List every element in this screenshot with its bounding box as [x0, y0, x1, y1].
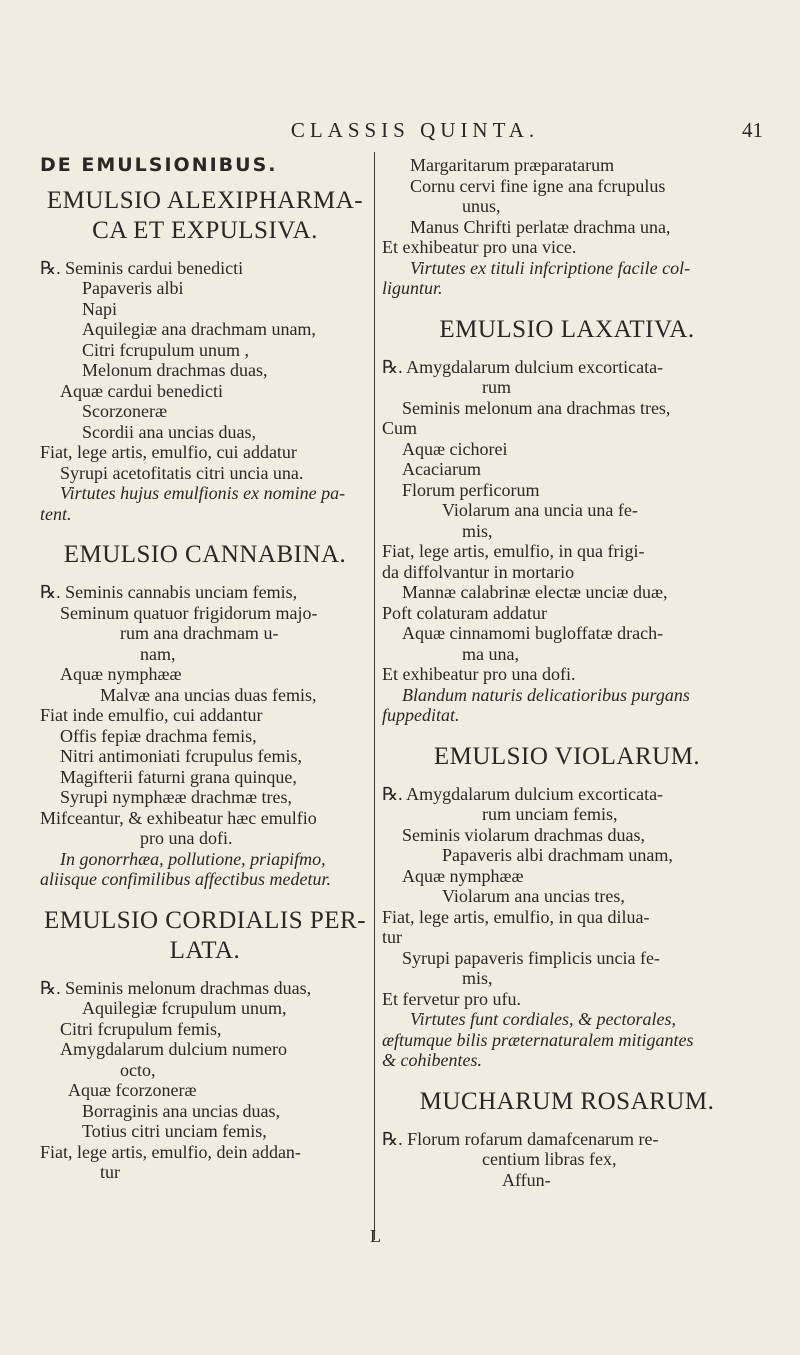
right-column: [382, 155, 752, 1196]
recipe-line: Acaciarum: [402, 459, 481, 479]
recipe-line: unus,: [462, 196, 501, 216]
recipe-line: centium libras fex,: [482, 1149, 617, 1169]
recipe-line: Melonum drachmas duas,: [82, 360, 268, 380]
recipe-line: ℞. Seminis cardui benedicti: [40, 257, 244, 278]
recipe-line: Aquæ cardui benedicti: [60, 380, 223, 401]
section-gap: [40, 890, 370, 896]
recipe-line: Malvæ ana uncias duas femis,: [100, 684, 317, 705]
chapter-title: DE EMULSIONIBUS.: [40, 154, 278, 176]
recipe-line: Et exhibeatur pro una vice.: [382, 237, 577, 257]
recipe-line: Affun-: [502, 1169, 551, 1190]
recipe-line: Aquilegiæ ana drachmam unam,: [82, 319, 316, 339]
recipe-line: ℞. Amygdalarum dulcium excorticata-: [382, 356, 664, 377]
section-title: EMULSIO CORDIALIS PER- LATA.: [43, 906, 367, 964]
signature-mark: L: [370, 1226, 381, 1246]
recipe-line: Borraginis ana uncias duas,: [82, 1100, 280, 1121]
recipe-line: nam,: [140, 643, 176, 664]
recipe-line: Seminum quatuor frigidorum majo-: [60, 602, 318, 623]
section-title: EMULSIO ALEXIPHARMA- CA ET EXPULSIVA.: [46, 186, 364, 244]
section-gap: [382, 1071, 752, 1077]
section-title: EMULSIO LAXATIVA.: [439, 315, 695, 343]
recipe-line: Manus Chrifti perlatæ drachma una,: [410, 216, 671, 237]
recipe-line: Citri fcrupulum femis,: [60, 1018, 222, 1039]
commentary-line: Virtutes funt cordiales, & pectorales,: [410, 1009, 676, 1029]
recipe-line: Aquæ cichorei: [402, 438, 508, 459]
recipe-line: Seminis violarum drachmas duas,: [402, 824, 645, 845]
recipe-line: Aquilegiæ fcrupulum unum,: [82, 998, 287, 1018]
recipe-line: rum ana drachmam u-: [120, 623, 279, 643]
recipe-line: Totius citri unciam femis,: [82, 1121, 267, 1141]
section-gap: [40, 524, 370, 530]
recipe-line: Scorzoneræ: [82, 401, 167, 421]
recipe-line: Papaveris albi: [82, 278, 184, 298]
commentary-line: Blandum naturis delicatioribus purgans: [402, 684, 690, 705]
commentary-line: & cohibentes.: [382, 1050, 482, 1070]
left-column: [40, 155, 370, 1189]
section-gap: [382, 299, 752, 305]
recipe-line: Napi: [82, 298, 117, 319]
section-title: EMULSIO VIOLARUM.: [433, 742, 701, 770]
recipe-line: da diffolvantur in mortario: [382, 561, 575, 582]
recipe-line: Fiat, lege artis, emulfio, in qua dilua-: [382, 906, 650, 927]
recipe-line: Syrupi acetofitatis citri uncia una.: [60, 462, 304, 483]
recipe-line: mis,: [462, 968, 493, 988]
recipe-line: pro una dofi.: [140, 828, 233, 848]
recipe-line: tur: [100, 1162, 120, 1182]
recipe-line: Syrupi papaveris fimplicis uncia fe-: [402, 947, 660, 968]
recipe-line: rum unciam femis,: [482, 804, 618, 824]
recipe-line: Aquæ fcorzoneræ: [68, 1080, 197, 1100]
recipe-line: Fiat inde emulfio, cui addantur: [40, 705, 263, 725]
recipe-line: Et fervetur pro ufu.: [382, 988, 521, 1009]
recipe-line: Syrupi nymphææ drachmæ tres,: [60, 787, 292, 807]
section-title: MUCHARUM ROSARUM.: [419, 1087, 715, 1115]
section-gap: [40, 1183, 370, 1189]
recipe-line: ℞. Amygdalarum dulcium excorticata-: [382, 783, 664, 804]
recipe-line: mis,: [462, 520, 493, 541]
recipe-line: Cornu cervi fine igne ana fcrupulus: [410, 175, 666, 196]
recipe-line: Et exhibeatur pro una dofi.: [382, 664, 576, 684]
recipe-line: Nitri antimoniati fcrupulus femis,: [60, 746, 302, 766]
section-gap: [382, 726, 752, 732]
recipe-line: tur: [382, 927, 402, 947]
commentary-line: Virtutes hujus emulfionis ex nomine pa-: [60, 483, 346, 503]
recipe-line: Aquæ nymphææ: [60, 664, 182, 684]
page-number: 41: [742, 118, 763, 142]
recipe-line: octo,: [120, 1059, 156, 1080]
recipe-line: Scordii ana uncias duas,: [82, 421, 256, 442]
commentary-line: tent.: [40, 503, 72, 524]
recipe-line: ℞. Florum rofarum damafcenarum re-: [382, 1128, 659, 1149]
commentary-line: In gonorrhæa, pollutione, priapifmo,: [60, 848, 326, 869]
recipe-line: rum: [482, 377, 511, 397]
recipe-line: Poft colaturam addatur: [382, 602, 547, 623]
recipe-line: Fiat, lege artis, emulfio, cui addatur: [40, 442, 297, 462]
recipe-line: Violarum ana uncia una fe-: [442, 500, 638, 520]
recipe-line: Fiat, lege artis, emulfio, in qua frigi-: [382, 541, 645, 561]
recipe-line: Magifterii faturni grana quinque,: [60, 766, 297, 787]
commentary-line: aliisque confimilibus affectibus medetur.: [40, 869, 331, 889]
column-divider: [374, 152, 375, 1240]
recipe-line: Mifceantur, & exhibeatur hæc emulfio: [40, 807, 317, 828]
recipe-line: Cum: [382, 418, 418, 438]
recipe-line: Margaritarum præparatarum: [410, 155, 615, 175]
recipe-line: Violarum ana uncias tres,: [442, 886, 625, 906]
recipe-line: Florum perficorum: [402, 479, 540, 500]
recipe-line: Mannæ calabrinæ electæ unciæ duæ,: [402, 582, 668, 602]
section-gap: [382, 1190, 752, 1196]
recipe-line: Amygdalarum dulcium numero: [60, 1039, 287, 1059]
recipe-line: Fiat, lege artis, emulfio, dein addan-: [40, 1141, 301, 1162]
recipe-line: ma una,: [462, 643, 519, 664]
recipe-line: ℞. Seminis cannabis unciam femis,: [40, 582, 298, 602]
commentary-line: liguntur.: [382, 278, 443, 298]
recipe-line: Offis fepiæ drachma femis,: [60, 725, 257, 746]
recipe-line: Seminis melonum ana drachmas tres,: [402, 397, 671, 418]
commentary-line: Virtutes ex tituli infcriptione facile col-: [410, 257, 691, 278]
recipe-line: ℞. Seminis melonum drachmas duas,: [40, 977, 312, 998]
recipe-line: Papaveris albi drachmam unam,: [442, 845, 673, 865]
commentary-line: fuppeditat.: [382, 705, 460, 725]
section-title: EMULSIO CANNABINA.: [63, 541, 347, 568]
commentary-line: æftumque bilis præternaturalem mitigantes: [382, 1029, 694, 1050]
recipe-line: Aquæ nymphææ: [402, 865, 524, 886]
recipe-line: Aquæ cinnamomi bugloffatæ drach-: [402, 623, 664, 643]
running-head: CLASSIS QUINTA.: [290, 118, 540, 142]
recipe-line: Citri fcrupulum unum ,: [82, 339, 249, 360]
